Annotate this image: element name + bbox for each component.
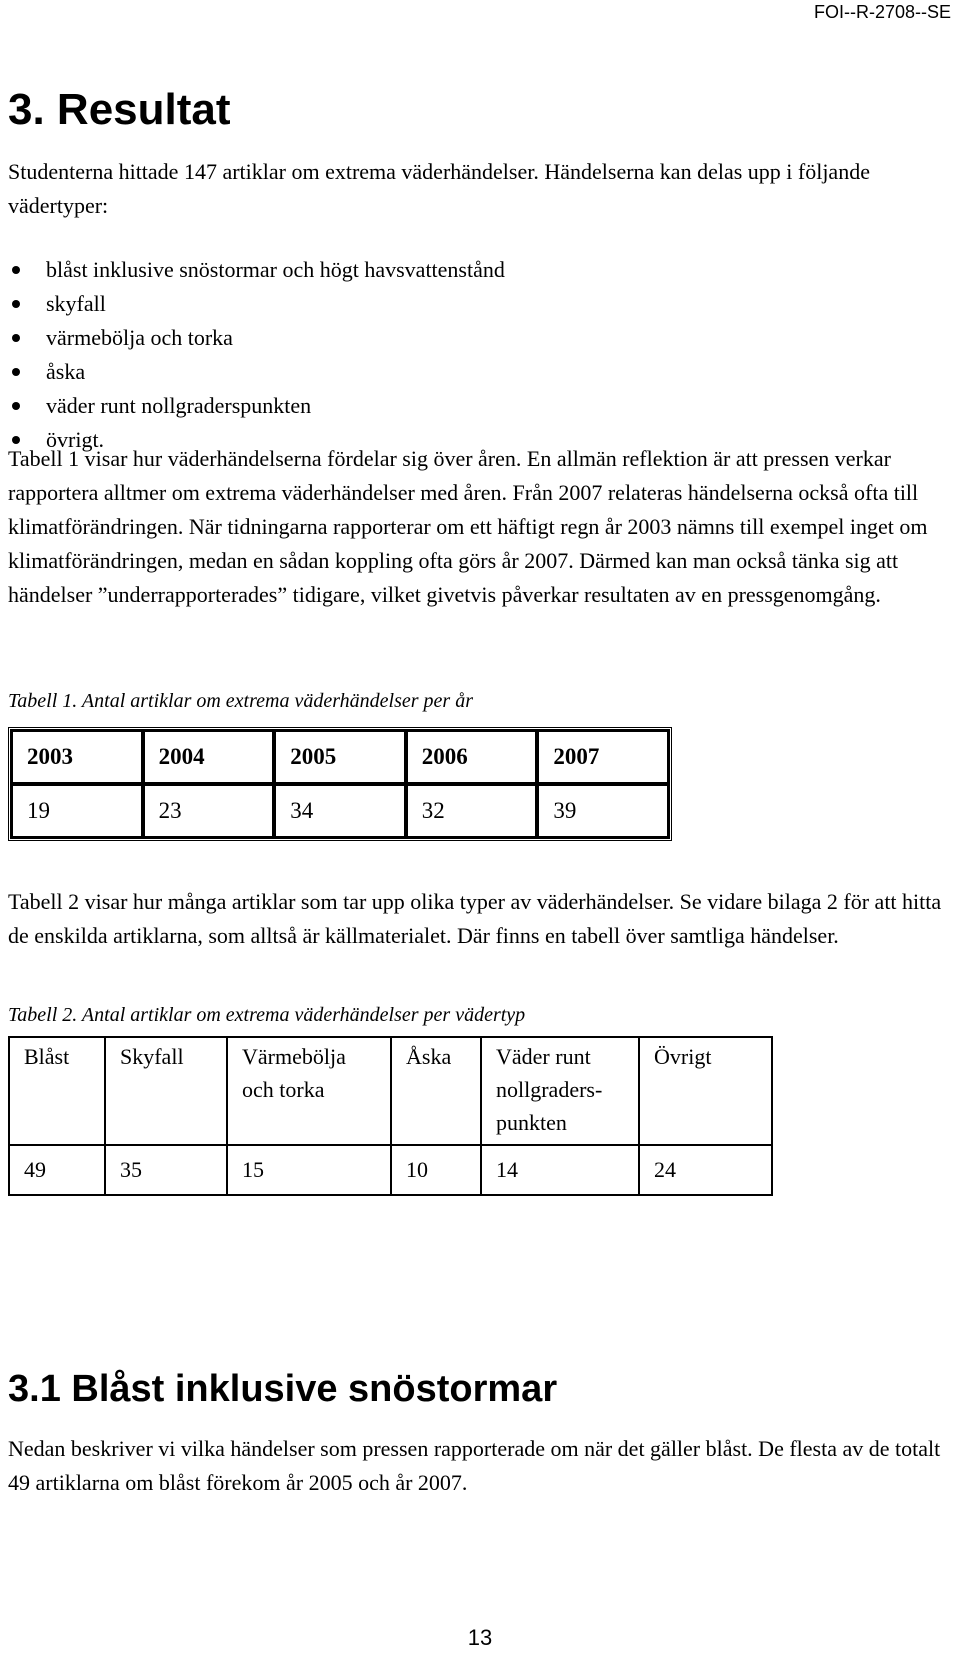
table-header-cell: Skyfall xyxy=(105,1037,227,1145)
table-header-cell: 2004 xyxy=(143,730,275,784)
table-cell: 24 xyxy=(639,1145,772,1195)
list-item: blåst inklusive snöstormar och högt havsvattenstånd xyxy=(8,253,505,287)
table-cell: 10 xyxy=(391,1145,481,1195)
table-header-cell: 2005 xyxy=(274,730,406,784)
table2-caption: Tabell 2. Antal artiklar om extrema väderhändelser per vädertyp xyxy=(8,1004,526,1026)
table-cell: 23 xyxy=(143,784,275,838)
table-row xyxy=(11,784,669,838)
table-cell: 35 xyxy=(105,1145,227,1195)
intro-paragraph: Studenterna hittade 147 artiklar om extrema väderhändelser. Händelserna kan delas upp i följande vädertyper: xyxy=(8,159,870,218)
report-id: FOI--R-2708--SE xyxy=(813,2,951,22)
table-cell: 14 xyxy=(481,1145,639,1195)
table-header-cell: Blåst xyxy=(9,1037,105,1145)
table-cell: 34 xyxy=(274,784,406,838)
list-item: åska xyxy=(8,355,505,389)
body-paragraph-2: Tabell 2 visar hur många artiklar som tar upp olika typer av väderhändelser. Se vidare bilaga 2 för att hitta de enskilda artiklarna, som alltså är källmaterialet. Där finns en tabell över samtliga händelser. xyxy=(8,889,942,948)
list-item: väder runt nollgraderspunkten xyxy=(8,389,505,423)
table-header-cell: 2007 xyxy=(537,730,669,784)
table-cell: 49 xyxy=(9,1145,105,1195)
bullet-icon xyxy=(12,334,20,342)
table-header-row xyxy=(9,1037,772,1145)
table-row xyxy=(9,1145,772,1195)
bullet-icon xyxy=(12,402,20,410)
table-header-cell: Väder runt nollgraders-punkten xyxy=(481,1037,639,1145)
table-header-cell: Övrigt xyxy=(639,1037,772,1145)
weather-type-list xyxy=(8,253,505,457)
bullet-icon xyxy=(12,300,20,308)
bullet-icon xyxy=(12,368,20,376)
table-header-cell: Värmebölja och torka xyxy=(227,1037,391,1145)
table-header-row xyxy=(11,730,669,784)
page-number: 13 xyxy=(467,1625,493,1650)
subsection-paragraph: Nedan beskriver vi vilka händelser som pressen rapporterade om när det gäller blåst. De flesta av de totalt 49 artiklarna om blåst förekom år 2005 och år 2007. xyxy=(8,1436,941,1495)
articles-per-type-table xyxy=(8,1036,773,1196)
section-heading: 3. Resultat xyxy=(8,85,231,134)
list-item: värmebölja och torka xyxy=(8,321,505,355)
table-header-cell: 2003 xyxy=(11,730,143,784)
bullet-icon xyxy=(12,266,20,274)
table-cell: 19 xyxy=(11,784,143,838)
table-cell: 39 xyxy=(537,784,669,838)
table-cell: 32 xyxy=(406,784,538,838)
list-item: övrigt. xyxy=(8,423,505,457)
table-header-cell: 2006 xyxy=(406,730,538,784)
articles-per-year-table xyxy=(8,727,672,841)
table1-caption: Tabell 1. Antal artiklar om extrema väderhändelser per år xyxy=(8,690,473,712)
table-cell: 15 xyxy=(227,1145,391,1195)
subsection-heading: 3.1 Blåst inklusive snöstormar xyxy=(8,1368,558,1410)
table-header-cell: Åska xyxy=(391,1037,481,1145)
body-paragraph: Tabell 1 visar hur väderhändelserna fördelar sig över åren. En allmän reflektion är att pressen verkar rapportera alltmer om extrema väderhändelser med åren. Från 2007 relateras händelserna också ofta till klimatförändringen. När tidningarna rapporterar om ett häftigt regn år 2003 nämns till exempel inget om klimatförändringen, medan en sådan koppling ofta görs år 2007. Därmed kan man också tänka sig att händelser ”underrapporterades” tidigare, vilket givetvis påverkar resultaten av en pressgenomgång. xyxy=(8,446,928,607)
list-item: skyfall xyxy=(8,287,505,321)
